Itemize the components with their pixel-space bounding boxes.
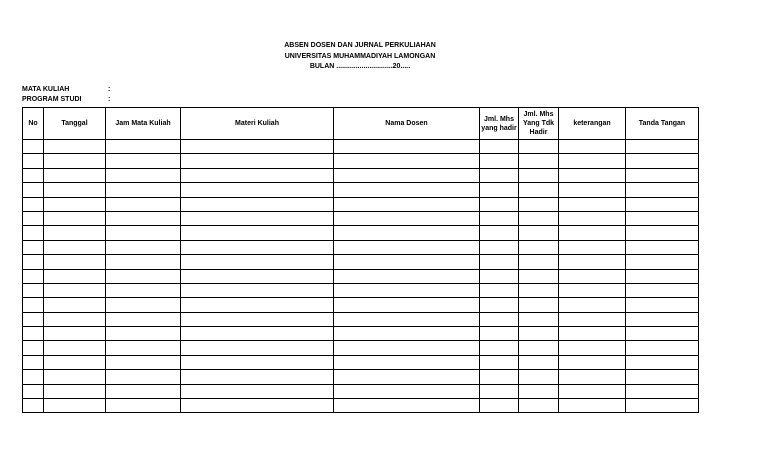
table-cell[interactable] — [626, 226, 699, 240]
table-cell[interactable] — [480, 384, 519, 398]
table-cell[interactable] — [559, 269, 626, 283]
program-label: PROGRAM STUDI — [22, 96, 82, 103]
table-row — [23, 327, 699, 341]
table-cell[interactable] — [519, 183, 559, 197]
table-cell[interactable] — [626, 154, 699, 168]
table-cell[interactable] — [23, 384, 44, 398]
table-cell[interactable] — [44, 197, 106, 211]
table-cell[interactable] — [106, 154, 181, 168]
header-class-hour: Jam Mata Kuliah — [106, 108, 181, 140]
table-cell[interactable] — [181, 399, 334, 413]
table-cell[interactable] — [181, 327, 334, 341]
table-cell[interactable] — [106, 255, 181, 269]
table-cell[interactable] — [23, 269, 44, 283]
table-cell[interactable] — [23, 370, 44, 384]
table-cell[interactable] — [626, 255, 699, 269]
table-cell[interactable] — [106, 197, 181, 211]
table-cell[interactable] — [626, 298, 699, 312]
table-cell[interactable] — [626, 269, 699, 283]
header-date: Tanggal — [44, 108, 106, 140]
table-cell[interactable] — [559, 370, 626, 384]
table-cell[interactable] — [23, 211, 44, 225]
table-cell[interactable] — [181, 370, 334, 384]
table-cell[interactable] — [626, 183, 699, 197]
table-cell[interactable] — [181, 226, 334, 240]
title-line-2: UNIVERSITAS MUHAMMADIYAH LAMONGAN — [284, 52, 436, 60]
table-cell[interactable] — [44, 355, 106, 369]
table-cell[interactable] — [44, 255, 106, 269]
table-cell[interactable] — [334, 154, 480, 168]
document-title — [0, 41, 720, 73]
table-cell[interactable] — [106, 399, 181, 413]
table-cell[interactable] — [559, 355, 626, 369]
table-cell[interactable] — [334, 240, 480, 254]
table-cell[interactable] — [23, 312, 44, 326]
table-cell[interactable] — [23, 327, 44, 341]
table-cell[interactable] — [626, 312, 699, 326]
table-cell[interactable] — [559, 197, 626, 211]
table-cell[interactable] — [626, 327, 699, 341]
table-header-row — [23, 108, 699, 140]
table-cell[interactable] — [480, 183, 519, 197]
table-cell[interactable] — [519, 399, 559, 413]
table-cell[interactable] — [44, 183, 106, 197]
table-cell[interactable] — [181, 298, 334, 312]
table-cell[interactable] — [334, 255, 480, 269]
table-cell[interactable] — [559, 341, 626, 355]
table-row — [23, 312, 699, 326]
table-cell[interactable] — [480, 370, 519, 384]
table-cell[interactable] — [106, 327, 181, 341]
table-cell[interactable] — [44, 140, 106, 154]
header-students-present: Jml. Mhs yang hadir — [480, 108, 519, 140]
table-cell[interactable] — [480, 154, 519, 168]
table-cell[interactable] — [626, 168, 699, 182]
table-cell[interactable] — [44, 283, 106, 297]
table-cell[interactable] — [106, 183, 181, 197]
table-cell[interactable] — [181, 197, 334, 211]
table-cell[interactable] — [519, 255, 559, 269]
header-lecturer-name: Nama Dosen — [334, 108, 480, 140]
table-cell[interactable] — [23, 255, 44, 269]
table-cell[interactable] — [334, 370, 480, 384]
header-signature: Tanda Tangan — [626, 108, 699, 140]
table-cell[interactable] — [559, 384, 626, 398]
table-cell[interactable] — [334, 183, 480, 197]
table-cell[interactable] — [480, 211, 519, 225]
attendance-table — [22, 107, 699, 413]
table-cell[interactable] — [23, 183, 44, 197]
header-course-material: Materi Kuliah — [181, 108, 334, 140]
table-cell[interactable] — [519, 327, 559, 341]
program-colon: : — [107, 96, 111, 103]
table-cell[interactable] — [44, 341, 106, 355]
table-cell[interactable] — [334, 327, 480, 341]
table-cell[interactable] — [181, 183, 334, 197]
table-cell[interactable] — [181, 384, 334, 398]
table-cell[interactable] — [480, 341, 519, 355]
table-cell[interactable] — [480, 399, 519, 413]
table-cell[interactable] — [480, 140, 519, 154]
table-cell[interactable] — [480, 255, 519, 269]
course-field — [22, 86, 116, 93]
table-cell[interactable] — [44, 226, 106, 240]
table-cell[interactable] — [44, 269, 106, 283]
table-row — [23, 355, 699, 369]
title-line-3: BULAN .............................20..... — [309, 63, 411, 70]
table-cell[interactable] — [480, 283, 519, 297]
header-no: No — [23, 108, 44, 140]
table-cell[interactable] — [480, 197, 519, 211]
table-cell[interactable] — [626, 240, 699, 254]
table-cell[interactable] — [23, 283, 44, 297]
header-students-absent: Jml. Mhs Yang Tdk Hadir — [519, 108, 559, 140]
table-cell[interactable] — [559, 283, 626, 297]
table-cell[interactable] — [480, 269, 519, 283]
table-cell[interactable] — [106, 240, 181, 254]
table-cell[interactable] — [44, 298, 106, 312]
table-cell[interactable] — [519, 269, 559, 283]
table-cell[interactable] — [626, 283, 699, 297]
table-cell[interactable] — [106, 341, 181, 355]
course-colon: : — [107, 86, 111, 93]
table-cell[interactable] — [44, 384, 106, 398]
course-label: MATA KULIAH — [22, 86, 70, 93]
table-cell[interactable] — [480, 298, 519, 312]
table-cell[interactable] — [23, 140, 44, 154]
table-row — [23, 154, 699, 168]
table-row — [23, 341, 699, 355]
table-cell[interactable] — [334, 269, 480, 283]
table-cell[interactable] — [626, 211, 699, 225]
table-cell[interactable] — [106, 226, 181, 240]
table-cell[interactable] — [559, 399, 626, 413]
table-cell[interactable] — [519, 240, 559, 254]
table-cell[interactable] — [181, 269, 334, 283]
table-cell[interactable] — [334, 140, 480, 154]
table-cell[interactable] — [106, 370, 181, 384]
table-cell[interactable] — [23, 355, 44, 369]
table-cell[interactable] — [44, 211, 106, 225]
table-cell[interactable] — [106, 298, 181, 312]
table-cell[interactable] — [480, 312, 519, 326]
table-cell[interactable] — [106, 312, 181, 326]
table-cell[interactable] — [519, 140, 559, 154]
table-cell[interactable] — [519, 226, 559, 240]
table-cell[interactable] — [334, 197, 480, 211]
table-cell[interactable] — [106, 355, 181, 369]
table-cell[interactable] — [559, 298, 626, 312]
table-cell[interactable] — [519, 370, 559, 384]
table-cell[interactable] — [181, 283, 334, 297]
table-cell[interactable] — [519, 168, 559, 182]
table-cell[interactable] — [334, 312, 480, 326]
table-row — [23, 140, 699, 154]
table-cell[interactable] — [181, 240, 334, 254]
table-row — [23, 384, 699, 398]
table-cell[interactable] — [519, 197, 559, 211]
table-cell[interactable] — [559, 168, 626, 182]
table-cell[interactable] — [44, 399, 106, 413]
table-row — [23, 211, 699, 225]
table-cell[interactable] — [334, 283, 480, 297]
table-row — [23, 197, 699, 211]
table-cell[interactable] — [519, 211, 559, 225]
table-row — [23, 168, 699, 182]
table-cell[interactable] — [334, 298, 480, 312]
table-cell[interactable] — [334, 211, 480, 225]
table-cell[interactable] — [626, 370, 699, 384]
table-row — [23, 370, 699, 384]
table-cell[interactable] — [44, 327, 106, 341]
table-cell[interactable] — [23, 168, 44, 182]
table-cell[interactable] — [23, 240, 44, 254]
table-cell[interactable] — [181, 140, 334, 154]
table-cell[interactable] — [626, 197, 699, 211]
table-cell[interactable] — [44, 168, 106, 182]
table-cell[interactable] — [480, 240, 519, 254]
table-cell[interactable] — [44, 312, 106, 326]
table-cell[interactable] — [559, 327, 626, 341]
table-cell[interactable] — [23, 298, 44, 312]
table-cell[interactable] — [23, 226, 44, 240]
table-row — [23, 240, 699, 254]
table-cell[interactable] — [480, 327, 519, 341]
table-cell[interactable] — [44, 240, 106, 254]
table-cell[interactable] — [181, 154, 334, 168]
table-cell[interactable] — [106, 140, 181, 154]
table-cell[interactable] — [559, 140, 626, 154]
table-cell[interactable] — [559, 211, 626, 225]
table-cell[interactable] — [334, 384, 480, 398]
table-cell[interactable] — [334, 399, 480, 413]
table-cell[interactable] — [519, 341, 559, 355]
table-row — [23, 255, 699, 269]
table-cell[interactable] — [23, 341, 44, 355]
table-cell[interactable] — [559, 255, 626, 269]
table-cell[interactable] — [106, 283, 181, 297]
table-cell[interactable] — [106, 168, 181, 182]
table-cell[interactable] — [559, 226, 626, 240]
table-cell[interactable] — [519, 384, 559, 398]
table-cell[interactable] — [23, 399, 44, 413]
table-cell[interactable] — [181, 355, 334, 369]
table-cell[interactable] — [334, 355, 480, 369]
table-cell[interactable] — [181, 211, 334, 225]
table-row — [23, 226, 699, 240]
header-notes: keterangan — [559, 108, 626, 140]
table-cell[interactable] — [106, 211, 181, 225]
table-cell[interactable] — [626, 384, 699, 398]
table-cell[interactable] — [23, 197, 44, 211]
table-cell[interactable] — [626, 399, 699, 413]
table-row — [23, 298, 699, 312]
table-cell[interactable] — [181, 341, 334, 355]
table-cell[interactable] — [519, 154, 559, 168]
table-row — [23, 183, 699, 197]
table-cell[interactable] — [626, 140, 699, 154]
table-cell[interactable] — [519, 355, 559, 369]
table-row — [23, 399, 699, 413]
table-cell[interactable] — [181, 312, 334, 326]
table-cell[interactable] — [106, 269, 181, 283]
table-cell[interactable] — [334, 168, 480, 182]
table-cell[interactable] — [480, 168, 519, 182]
table-cell[interactable] — [626, 355, 699, 369]
table-cell[interactable] — [559, 312, 626, 326]
title-line-1: ABSEN DOSEN DAN JURNAL PERKULIAHAN — [284, 42, 436, 49]
table-cell[interactable] — [626, 341, 699, 355]
table-cell[interactable] — [181, 168, 334, 182]
program-field — [22, 96, 116, 103]
table-row — [23, 283, 699, 297]
table-cell[interactable] — [44, 370, 106, 384]
table-cell[interactable] — [181, 255, 334, 269]
table-cell[interactable] — [559, 154, 626, 168]
table-cell[interactable] — [106, 384, 181, 398]
table-cell[interactable] — [480, 226, 519, 240]
table-row — [23, 269, 699, 283]
table-cell[interactable] — [559, 183, 626, 197]
table-cell[interactable] — [519, 298, 559, 312]
table-cell[interactable] — [334, 226, 480, 240]
table-cell[interactable] — [480, 355, 519, 369]
table-cell[interactable] — [519, 312, 559, 326]
table-cell[interactable] — [44, 154, 106, 168]
table-cell[interactable] — [559, 240, 626, 254]
table-body — [23, 140, 699, 413]
table-cell[interactable] — [519, 283, 559, 297]
table-cell[interactable] — [23, 154, 44, 168]
table-cell[interactable] — [334, 341, 480, 355]
